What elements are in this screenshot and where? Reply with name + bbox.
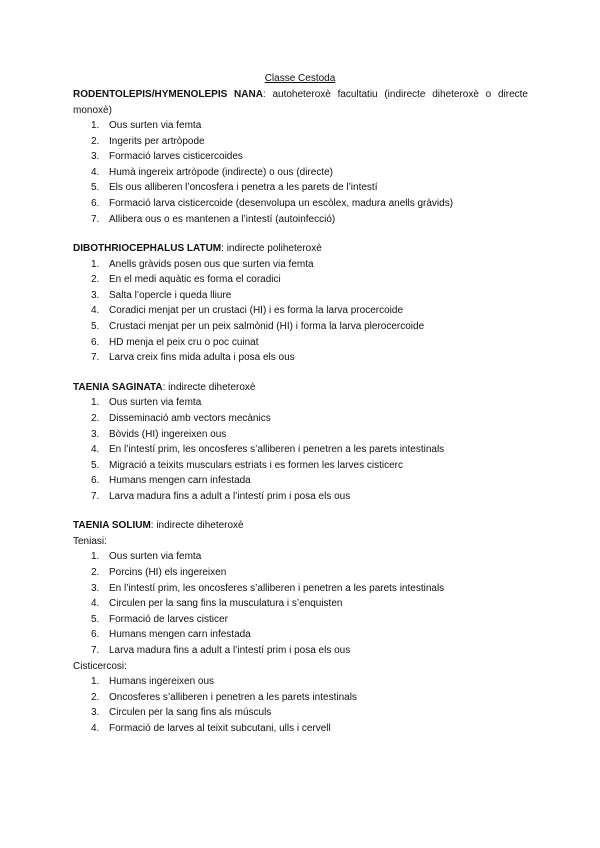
- item-text: Coradici menjat per un crustaci (HI) i es forma la larva procercoide: [109, 305, 403, 317]
- item-text: Anells gràvids posen ous que surten via femta: [109, 258, 314, 270]
- list-item: [73, 721, 528, 737]
- section-heading: [73, 518, 528, 534]
- item-number: 3.: [91, 707, 100, 719]
- item-number: 2.: [91, 567, 100, 579]
- list-item: [73, 395, 528, 411]
- item-text: Humans mengen carn infestada: [109, 629, 251, 641]
- item-number: 3.: [91, 582, 100, 594]
- item-text: En l’intestí prim, les oncosferes s’alliberen i penetren a les parets intestinals: [109, 582, 445, 594]
- item-text: Migració a teixits musculars estriats i es formen les larves cisticerc: [109, 459, 403, 471]
- item-number: 1.: [91, 551, 100, 563]
- species-name: TAENIA SOLIUM: [73, 520, 151, 532]
- list-item: [73, 319, 528, 335]
- step-list: [73, 257, 528, 366]
- item-number: 5.: [91, 321, 100, 333]
- item-number: 5.: [91, 182, 100, 194]
- item-number: 4.: [91, 166, 100, 178]
- document-body: [73, 87, 528, 751]
- item-text: En l’intestí prim, les oncosferes s’alliberen i penetren a les parets intestinals: [109, 444, 445, 456]
- item-number: 7.: [91, 213, 100, 225]
- item-number: 7.: [91, 490, 100, 502]
- item-number: 6.: [91, 629, 100, 641]
- item-number: 4.: [91, 444, 100, 456]
- list-item: [73, 427, 528, 443]
- section: [73, 241, 528, 366]
- list-item: [73, 149, 528, 165]
- list-item: [73, 134, 528, 150]
- list-item: [73, 272, 528, 288]
- item-text: En el medi aquàtic es forma el coradici: [109, 274, 281, 286]
- section-heading: [73, 241, 528, 257]
- species-name: DIBOTHRIOCEPHALUS LATUM: [73, 243, 222, 255]
- item-text: Humà ingereix artròpode (indirecte) o ous (directe): [109, 166, 333, 178]
- item-text: Larva madura fins a adult a l’intestí prim i posa els ous: [109, 645, 351, 657]
- list-item: [73, 458, 528, 474]
- item-text: Ous surten via femta: [109, 120, 202, 131]
- item-number: 5.: [91, 459, 100, 471]
- step-list: [73, 549, 528, 658]
- list-item: [73, 690, 528, 706]
- section: [73, 518, 528, 736]
- step-list: [73, 395, 528, 504]
- list-item: [73, 627, 528, 643]
- item-number: 5.: [91, 613, 100, 625]
- item-text: Disseminació amb vectors mecànics: [109, 412, 271, 424]
- cycle-type: : indirecte diheteroxè: [162, 381, 256, 393]
- item-text: Ous surten via femta: [109, 551, 202, 563]
- item-number: 3.: [91, 151, 100, 163]
- item-text: Crustaci menjat per un peix salmònid (HI) i forma la larva plerocercoide: [109, 321, 425, 333]
- item-text: Humans mengen carn infestada: [109, 475, 251, 487]
- list-item: [73, 335, 528, 351]
- item-number: 2.: [91, 135, 100, 147]
- item-text: Formació de larves cisticer: [109, 613, 228, 625]
- list-item: [73, 180, 528, 196]
- list-item: [73, 489, 528, 505]
- list-item: [73, 473, 528, 489]
- item-text: Ingerits per artròpode: [109, 135, 205, 147]
- species-name: RODENTOLEPIS/HYMENOLEPIS NANA: [73, 89, 263, 100]
- step-list: [73, 118, 528, 227]
- page-title: Classe Cestoda: [264, 73, 336, 84]
- item-number: 2.: [91, 412, 100, 424]
- item-number: 4.: [91, 722, 100, 734]
- item-text: Larva creix fins mida adulta i posa els ous: [109, 352, 295, 364]
- list-item: [73, 165, 528, 181]
- list-item: [73, 643, 528, 659]
- list-item: [73, 596, 528, 612]
- section-heading: [73, 87, 528, 118]
- section: [73, 87, 528, 227]
- item-text: Els ous alliberen l’oncosfera i penetra a les parets de l’intestí: [109, 182, 378, 194]
- item-text: Humans ingereixen ous: [109, 676, 215, 688]
- item-text: Porcins (HI) els ingereixen: [109, 567, 227, 579]
- group-label: Cisticercosi:: [73, 660, 127, 672]
- cycle-type: : indirecte poliheteroxè: [221, 243, 322, 255]
- item-text: Allibera ous o es mantenen a l’intestí (autoinfecció): [109, 213, 336, 225]
- list-item: [73, 549, 528, 565]
- item-text: Oncosferes s’alliberen i penetren a les parets intestinals: [109, 691, 357, 703]
- item-number: 1.: [91, 120, 100, 131]
- item-number: 6.: [91, 475, 100, 487]
- item-text: Formació de larves al teixit subcutani, ulls i cervell: [109, 722, 331, 734]
- item-number: 1.: [91, 676, 100, 688]
- list-item: [73, 565, 528, 581]
- item-number: 2.: [91, 691, 100, 703]
- list-item: [73, 303, 528, 319]
- cycle-type: : indirecte diheteroxè: [150, 520, 244, 532]
- item-number: 1.: [91, 258, 100, 270]
- item-text: Formació larves cisticercoides: [109, 151, 243, 163]
- item-number: 6.: [91, 336, 100, 348]
- section: [73, 380, 528, 505]
- step-list: [73, 674, 528, 736]
- item-number: 4.: [91, 598, 100, 610]
- item-number: 4.: [91, 305, 100, 317]
- list-item: [73, 257, 528, 273]
- item-text: Circulen per la sang fins la musculatura i s’enquisten: [109, 598, 343, 610]
- list-item: [73, 411, 528, 427]
- list-item: [73, 350, 528, 366]
- section-heading: [73, 380, 528, 396]
- cycle-type: : autoheteroxè facultatiu (indirecte diheteroxè o directe monoxè): [73, 89, 528, 116]
- item-number: 6.: [91, 197, 100, 209]
- list-item: [73, 196, 528, 212]
- list-item: [73, 118, 528, 134]
- list-item: [73, 705, 528, 721]
- item-text: Circulen per la sang fins als músculs: [109, 707, 272, 719]
- item-text: Salta l’opercle i queda lliure: [109, 289, 232, 301]
- item-number: 1.: [91, 397, 100, 409]
- item-text: HD menja el peix cru o poc cuinat: [109, 336, 259, 348]
- list-item: [73, 212, 528, 228]
- item-text: Bòvids (HI) ingereixen ous: [109, 428, 227, 440]
- item-number: 2.: [91, 274, 100, 286]
- list-item: [73, 674, 528, 690]
- list-item: [73, 442, 528, 458]
- list-item: [73, 581, 528, 597]
- list-item: [73, 288, 528, 304]
- item-number: 7.: [91, 352, 100, 364]
- list-item: [73, 612, 528, 628]
- item-text: Ous surten via femta: [109, 397, 202, 409]
- species-name: TAENIA SAGINATA: [73, 381, 163, 393]
- item-number: 3.: [91, 289, 100, 301]
- item-number: 7.: [91, 645, 100, 657]
- group-label: Teniasi:: [73, 535, 107, 547]
- item-text: Larva madura fins a adult a l’intestí prim i posa els ous: [109, 490, 351, 502]
- item-text: Formació larva cisticercoide (desenvolupa un escòlex, madura anells gràvids): [109, 197, 454, 209]
- item-number: 3.: [91, 428, 100, 440]
